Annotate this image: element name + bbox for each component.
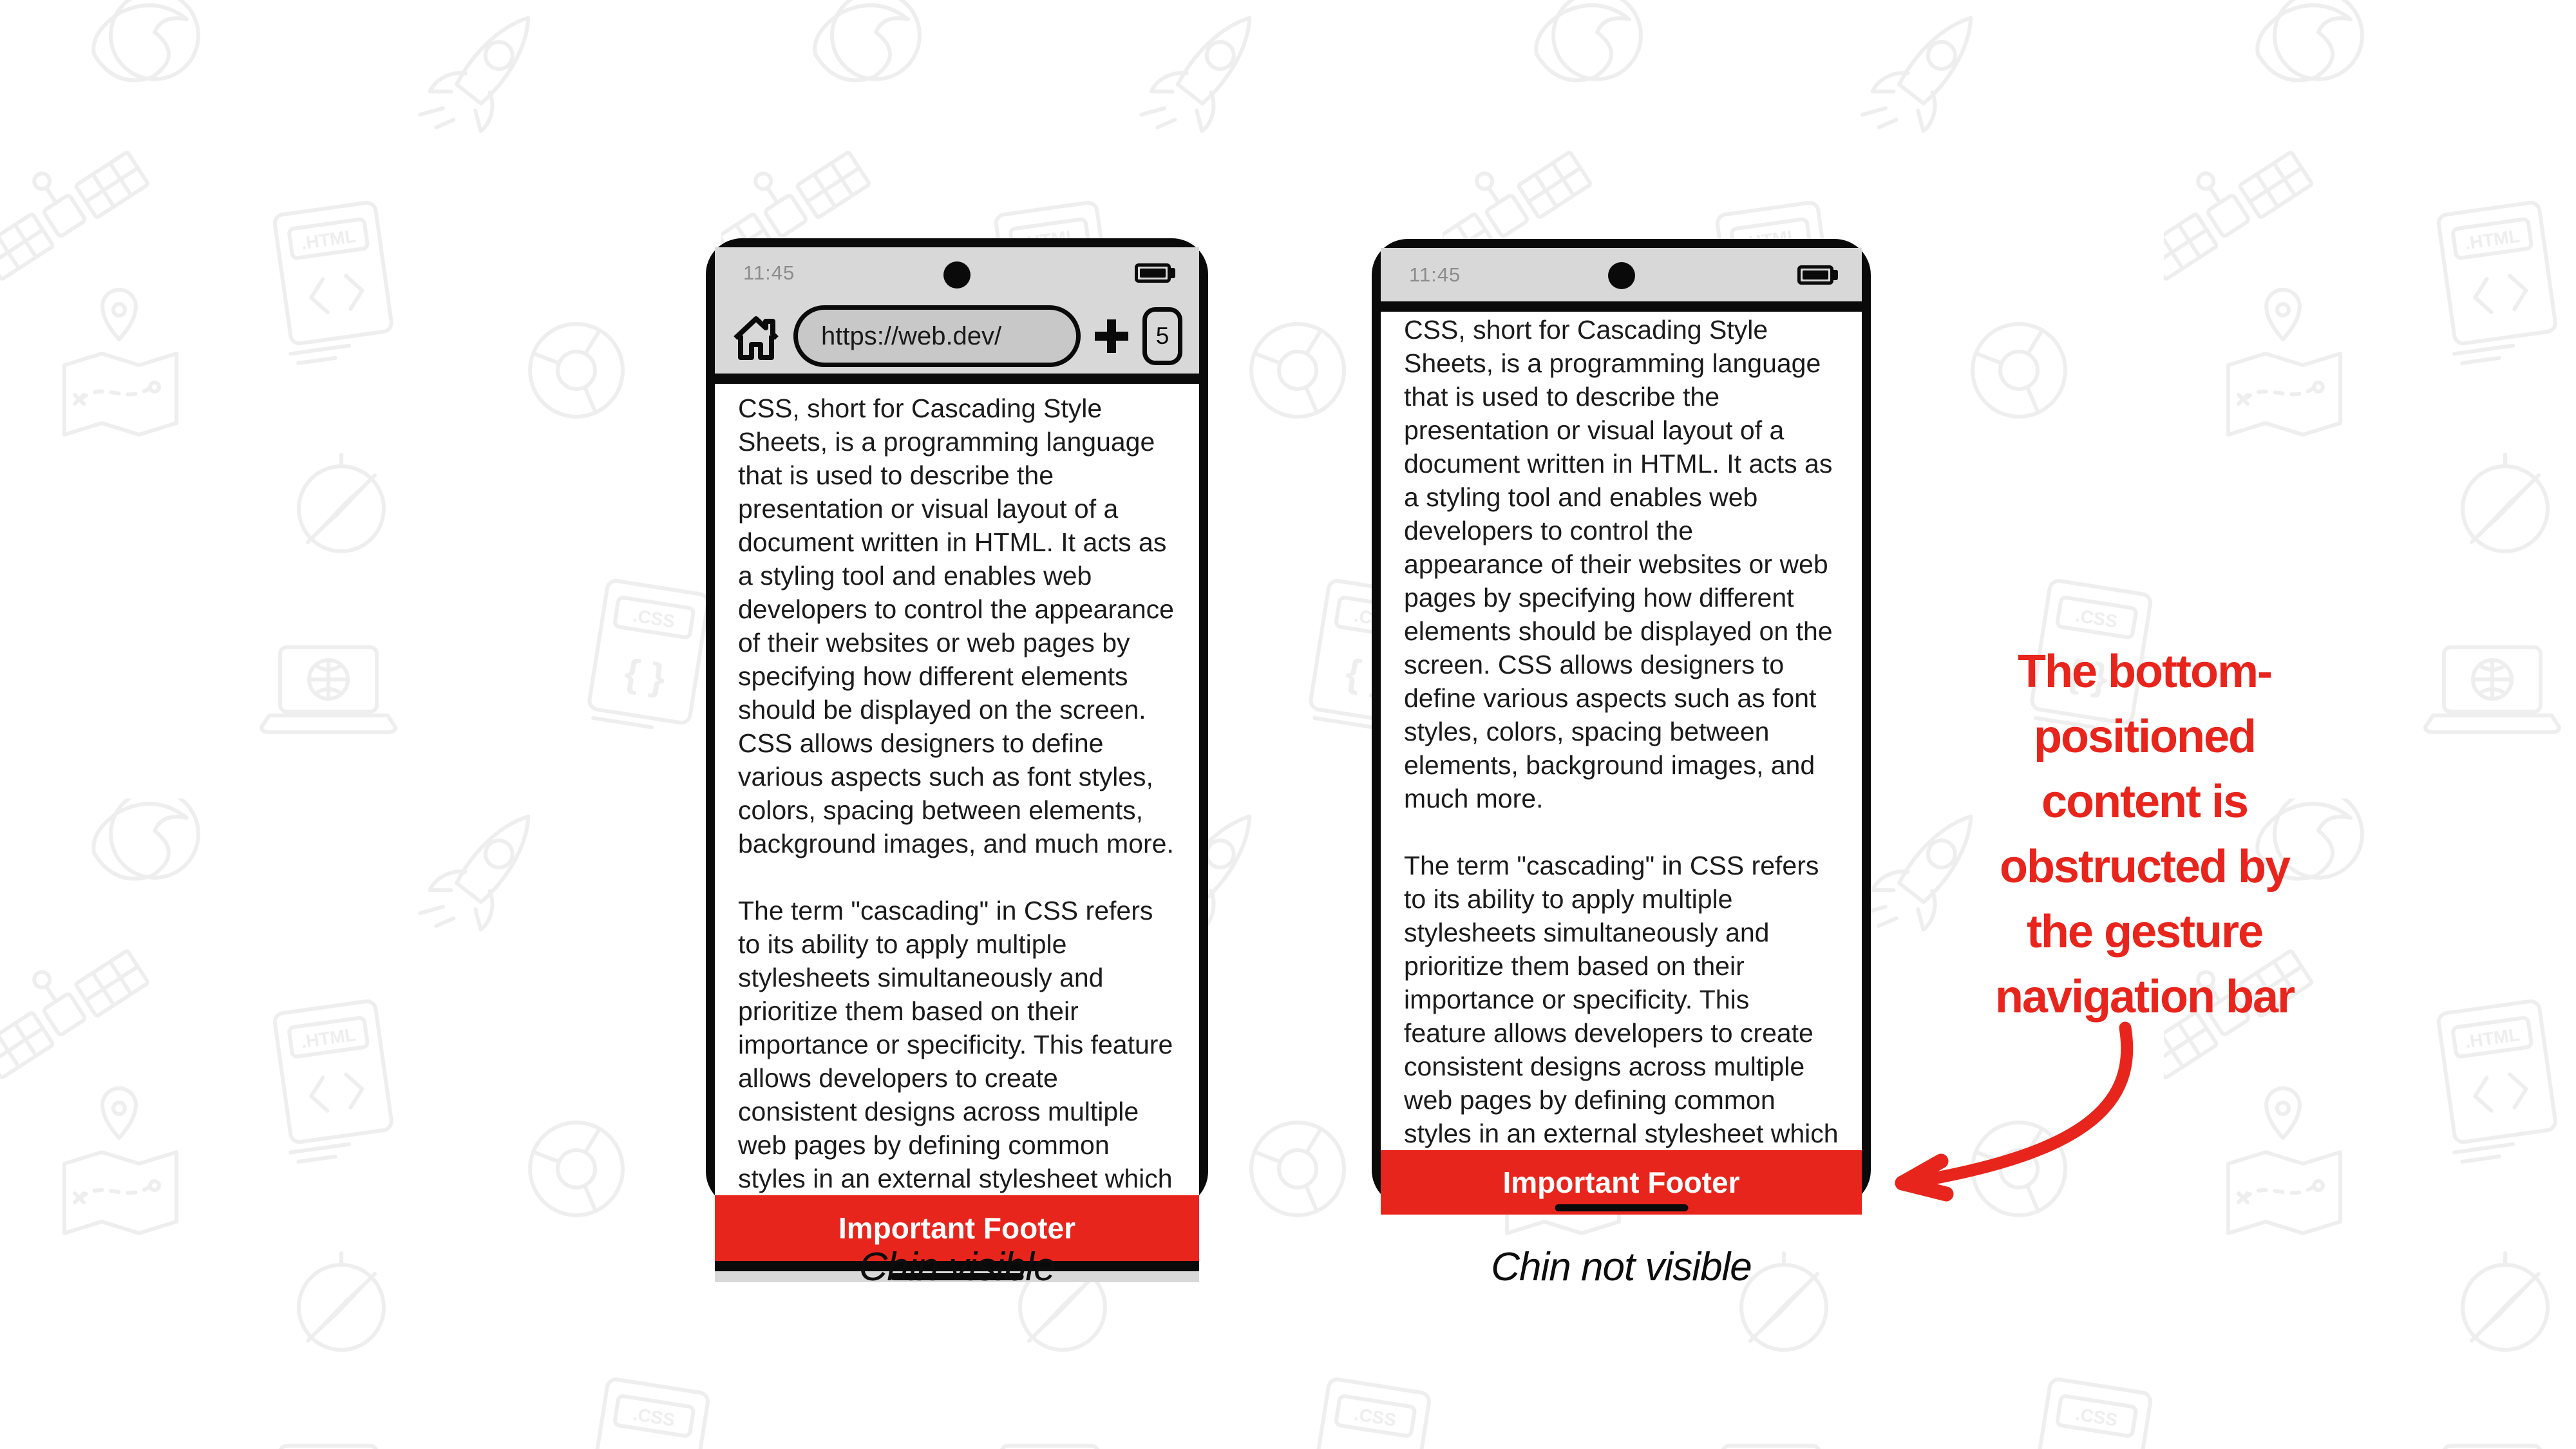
phone-left-header <box>715 247 1199 374</box>
footer-bar[interactable] <box>1381 1150 1862 1215</box>
article-paragraph: The term "cascading" in CSS refers to its ability to apply multiple stylesheets simultaneously and prioritize them based on their importance or specificity. This feature allows developers to create consistent designs across multiple web pages by defining common styles in an external stylesheet which <box>1404 851 1839 1148</box>
footer-label: Important Footer <box>1502 1166 1740 1199</box>
url-text: https://web.dev/ <box>821 321 1002 350</box>
status-bar <box>1381 248 1862 301</box>
battery-nub <box>1833 270 1838 280</box>
battery-icon <box>1797 265 1833 285</box>
article-paragraph: The term "cascading" in CSS refers to its ability to apply multiple stylesheets simultaneously and prioritize them based on their importance or specificity. This feature allows developers to create consistent designs across multiple web pages by defining common styles in an external stylesheet which <box>738 896 1173 1193</box>
caption-chin-visible: Chin visible <box>858 1245 1056 1289</box>
page-content <box>715 384 1199 1195</box>
footer-label: Important Footer <box>838 1211 1075 1245</box>
status-time: 11:45 <box>1409 263 1461 286</box>
caption-chin-not-visible: Chin not visible <box>1491 1245 1752 1289</box>
article-paragraph: CSS, short for Cascading Style Sheets, is a programming language that is used to describe the presentation or visual layout of a document written in HTML. It acts as a styling tool and enables web developers to control the appearance of their websites or web pages by specifying how different elements should be displayed on the screen. CSS allows designers to define various aspects such as font styles, colors, spacing between elements, background images, and much more. <box>738 393 1174 858</box>
battery-fill <box>1140 269 1166 278</box>
phone-left-screen <box>715 247 1199 1245</box>
status-bar <box>715 247 1199 299</box>
phone-right-screen <box>1381 248 1862 1197</box>
tab-count: 5 <box>1155 323 1170 349</box>
phone-right-header <box>1381 248 1862 301</box>
new-tab-button[interactable] <box>1094 311 1130 361</box>
page-content <box>1381 312 1862 1150</box>
article-paragraph: CSS, short for Cascading Style Sheets, is a programming language that is used to describe the presentation or visual layout of a document written in HTML. It acts as a styling tool and enables web developers to control the appearance of their websites or web pages by specifying how different elements should be displayed on the screen. CSS allows designers to define various aspects such as font styles, colors, spacing between elements, background images, and much more. <box>1404 315 1833 813</box>
url-input[interactable] <box>793 305 1081 367</box>
gesture-navigation-bar[interactable] <box>1555 1204 1688 1211</box>
plus-icon <box>1094 318 1130 354</box>
annotation-text: The bottom- positioned content is obstructed by the gesture navigation bar <box>1994 646 2295 1023</box>
status-time: 11:45 <box>743 261 795 284</box>
battery-fill <box>1803 270 1828 279</box>
tab-counter-button[interactable] <box>1142 307 1182 365</box>
browser-toolbar <box>715 299 1199 374</box>
home-button[interactable] <box>732 311 781 361</box>
camera-dot <box>1608 262 1635 289</box>
camera-dot <box>943 261 971 289</box>
phone-right <box>1372 239 1871 1206</box>
phone-left <box>706 238 1208 1245</box>
divider <box>715 374 1199 384</box>
battery-nub <box>1170 268 1175 278</box>
divider <box>1381 301 1862 312</box>
home-icon <box>732 311 781 361</box>
battery-icon <box>1135 263 1171 283</box>
